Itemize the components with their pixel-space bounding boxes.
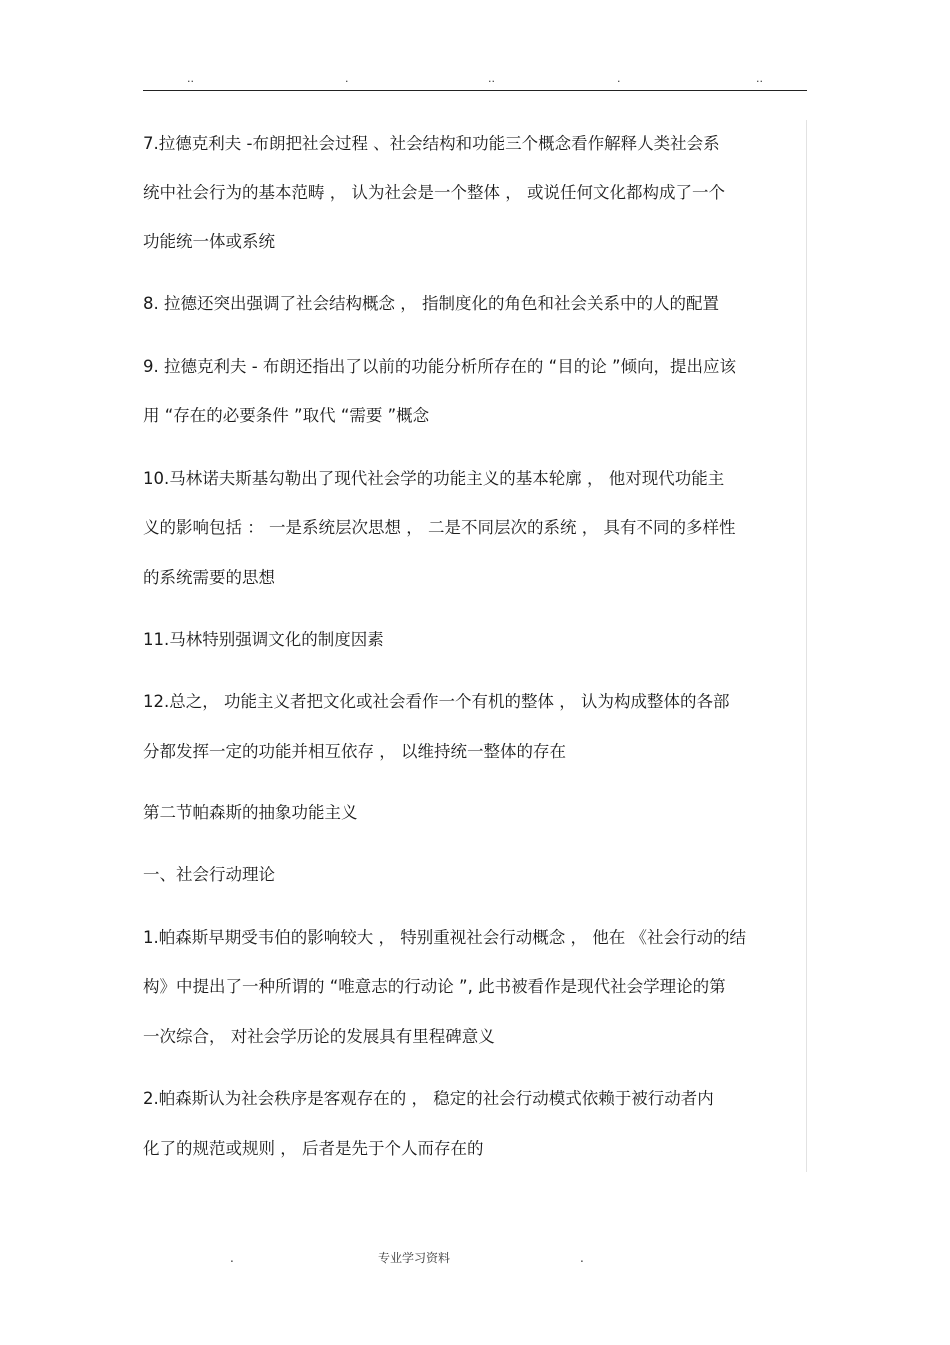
footer-left-mark: .: [230, 1251, 234, 1265]
header-mark-3: ..: [488, 72, 495, 85]
text-line: 义的影响包括 ： 一是系统层次思想 ， 二是不同层次的系统 ， 具有不同的多样性: [143, 518, 736, 537]
text-line: 用 “存在的必要条件 ”取代 “需要 ”概念: [143, 406, 430, 425]
text-line: 8. 拉德还突出强调了社会结构概念 ， 指制度化的角色和社会关系中的人的配置: [143, 294, 719, 313]
footer-label: 专业学习资料: [378, 1251, 451, 1265]
header-mark-5: ..: [756, 72, 763, 85]
text-line: 10.马林诺夫斯基勾勒出了现代社会学的功能主义的基本轮廓 ， 他对现代功能主: [143, 469, 725, 488]
text-line: 一次综合， 对社会学历论的发展具有里程碑意义: [143, 1027, 495, 1046]
header-mark-4: .: [617, 72, 621, 85]
footer-right-mark: .: [580, 1251, 584, 1265]
text-line: 统中社会行为的基本范畴 ， 认为社会是一个整体 ， 或说任何文化都构成了一个: [143, 183, 725, 202]
text-line: 2.帕森斯认为社会秩序是客观存在的 ， 稳定的社会行动模式依赖于被行动者内: [143, 1089, 714, 1108]
text-line: 功能统一体或系统: [143, 232, 275, 251]
text-line: 分都发挥一定的功能并相互依存 ， 以维持统一整体的存在: [143, 742, 566, 761]
header-mark-1: ..: [187, 72, 194, 85]
text-line: 构》中提出了一种所谓的 “唯意志的行动论 ”, 此书被看作是现代社会学理论的第: [143, 977, 726, 996]
text-line: 1.帕森斯早期受韦伯的影响较大 ， 特别重视社会行动概念 ， 他在 《社会行动的结: [143, 928, 746, 947]
text-line: 的系统需要的思想: [143, 568, 275, 587]
subsection-heading: 一、社会行动理论: [143, 865, 275, 884]
text-line: 11.马林特别强调文化的制度因素: [143, 630, 384, 649]
text-line: 7.拉德克利夫 -布朗把社会过程 、社会结构和功能三个概念看作解释人类社会系: [143, 134, 720, 153]
section-heading: 第二节帕森斯的抽象功能主义: [143, 803, 358, 822]
text-line: 化了的规范或规则 ， 后者是先于个人而存在的: [143, 1139, 484, 1158]
header-mark-2: .: [345, 72, 349, 85]
page-header: [143, 70, 807, 91]
text-line: 9. 拉德克利夫 - 布朗还指出了以前的功能分析所存在的 “目的论 ”倾向，提出应该: [143, 357, 737, 376]
text-line: 12.总之， 功能主义者把文化或社会看作一个有机的整体 ， 认为构成整体的各部: [143, 692, 730, 711]
